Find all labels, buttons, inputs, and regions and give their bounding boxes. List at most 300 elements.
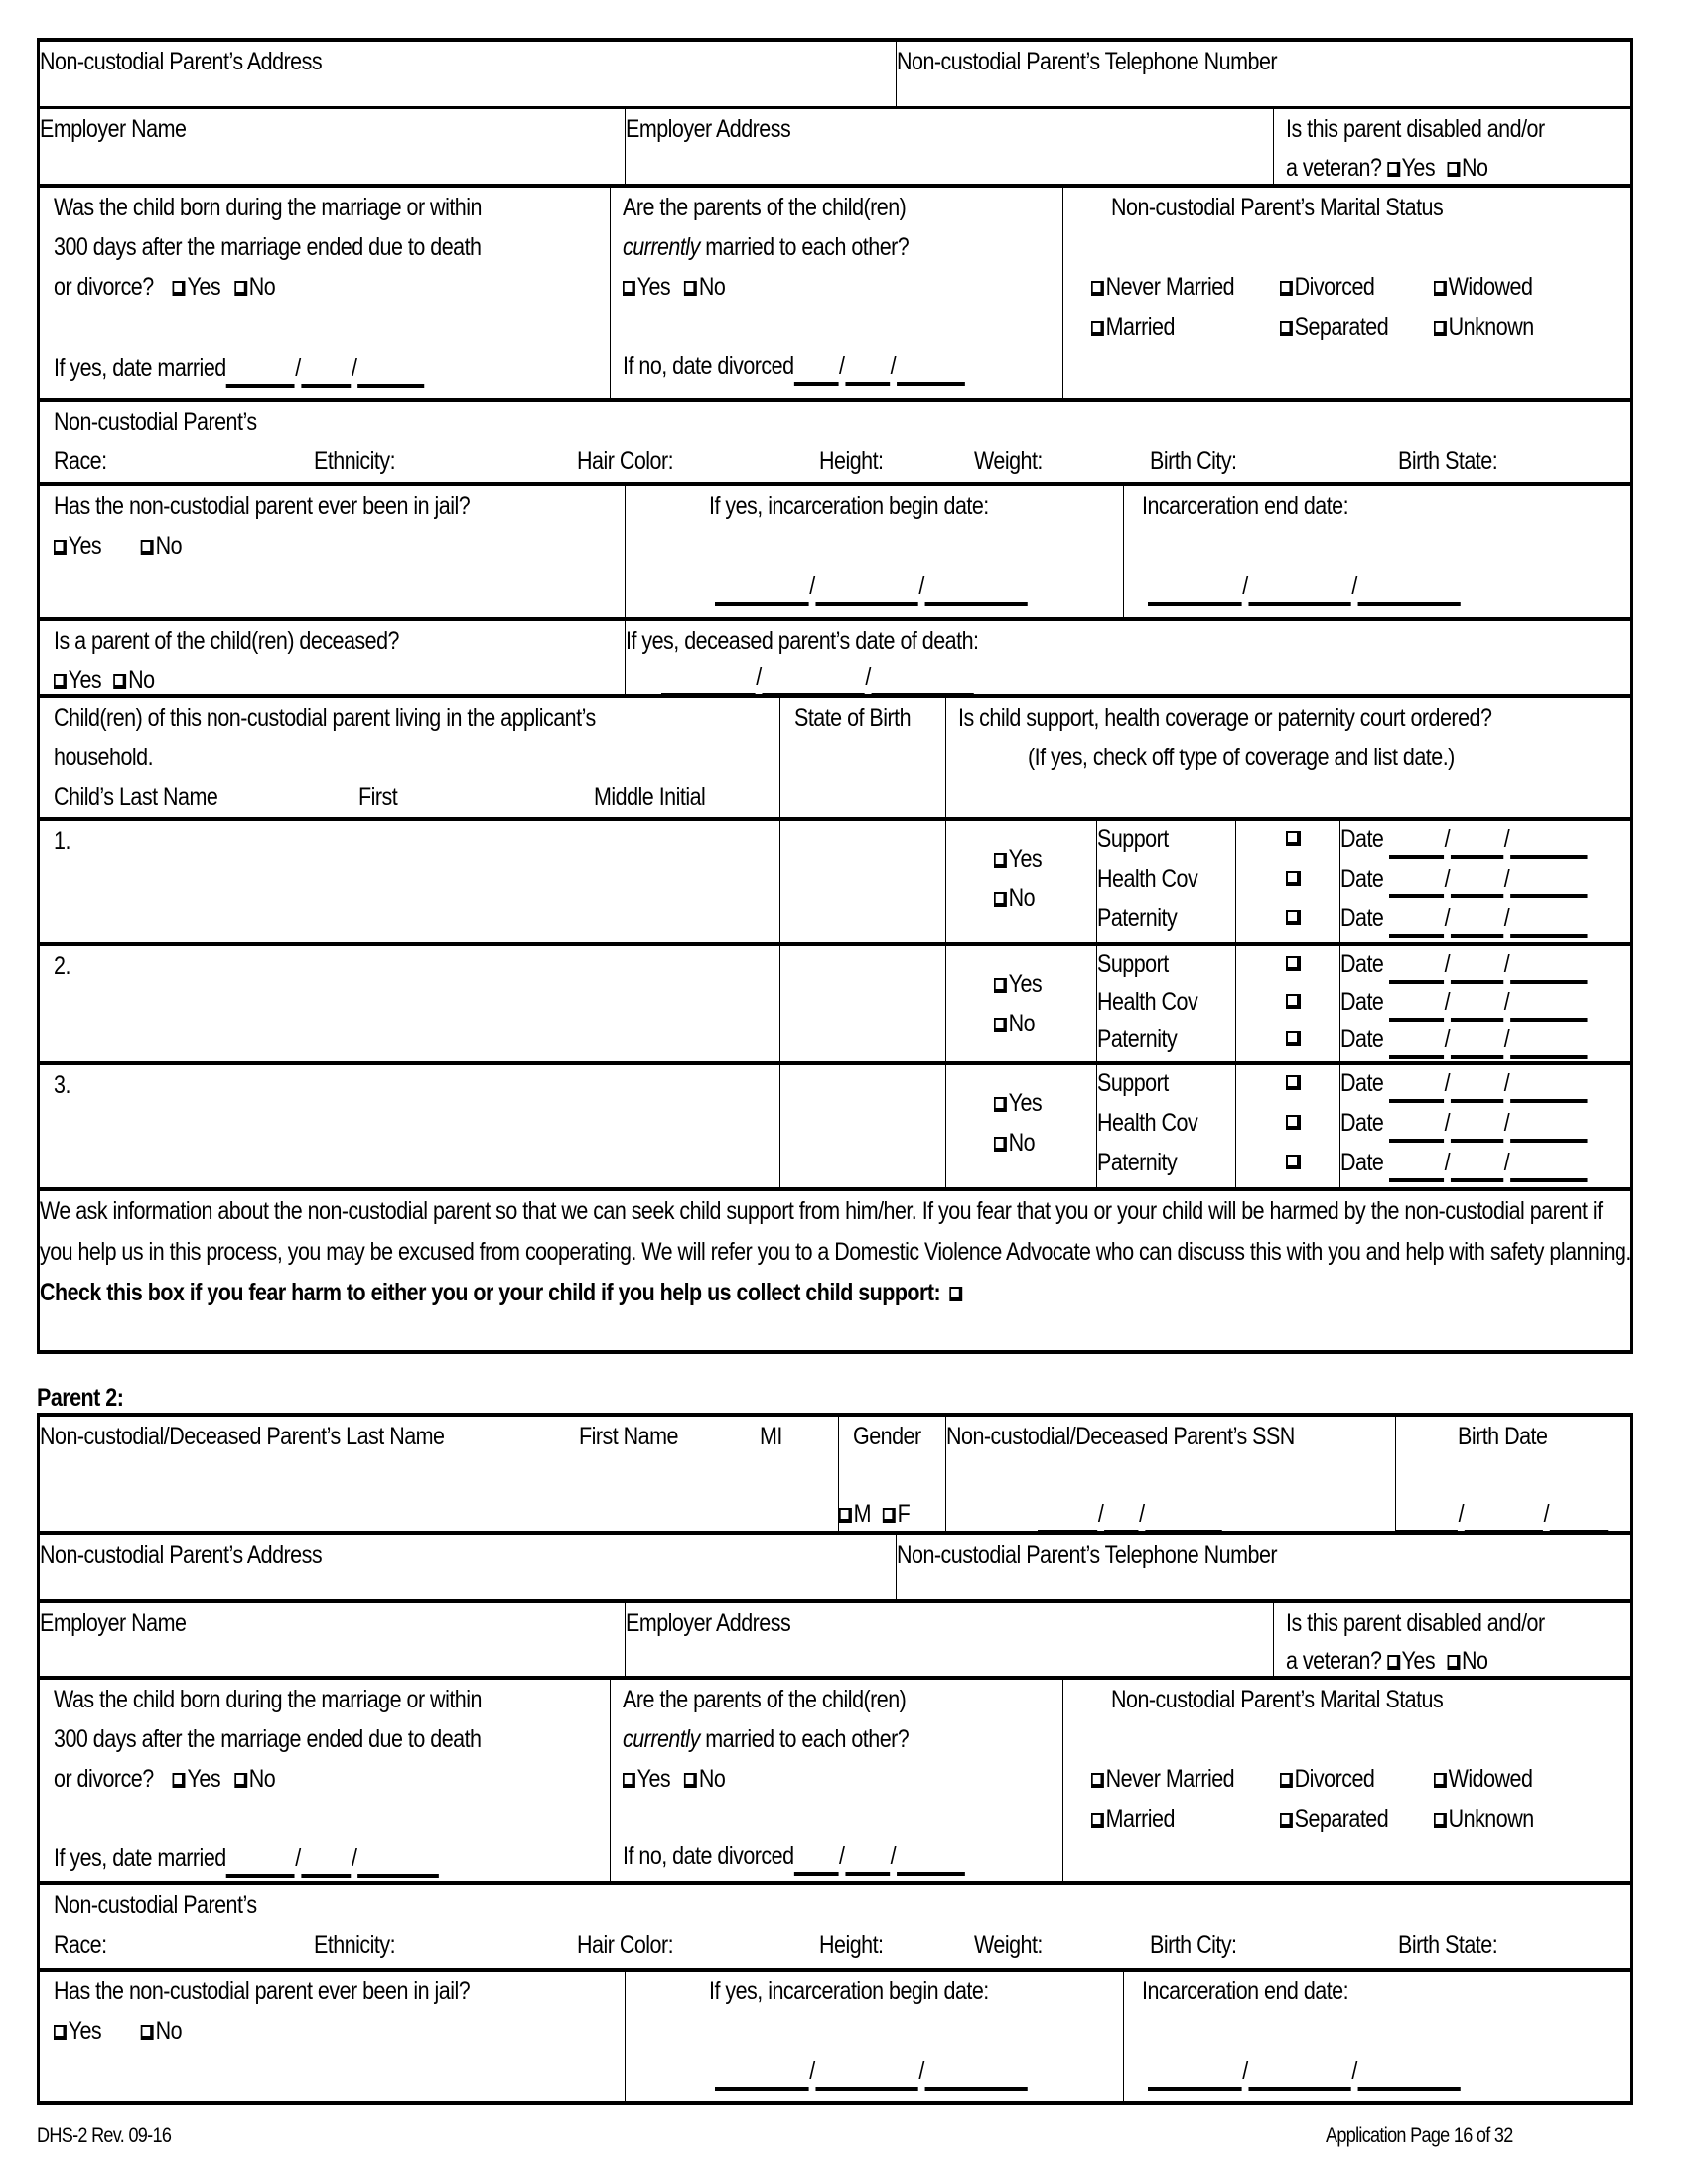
court-ordered-yes-checkbox[interactable] [994,853,1007,868]
p2-birth-city-field[interactable]: Birth City: [1150,1931,1237,1959]
married-checkbox[interactable] [1091,321,1104,336]
children-header-line2: household. [54,744,154,771]
coverage-type-label: Paternity [1097,1025,1178,1053]
employer-name-field[interactable] [37,106,626,186]
p2-disabled-question: Is this parent disabled and/or [1286,1609,1545,1637]
court-ordered-instruction: (If yes, check off type of coverage and list date.) [1028,744,1455,771]
marital-option-unknown [1434,307,1534,346]
court-yes [994,839,1042,879]
p2-begin-year-input[interactable] [925,2061,1028,2091]
option-label: Separated [1294,313,1389,341]
no-label: No [1008,1129,1036,1157]
court-ordered-question: Is child support, health coverage or paternity court ordered? [958,704,1492,732]
phone-field[interactable] [896,38,1633,108]
coverage-date-month-input[interactable] [1389,1029,1444,1059]
ssn-part3-input[interactable] [1145,1504,1221,1534]
address-label: Non-custodial Parent’s Address [40,48,323,75]
birth-day-input[interactable] [1465,1504,1543,1534]
coverage-type-label: Support [1097,825,1169,853]
coverage-date-month-input[interactable] [1389,1073,1444,1103]
currently-married-yes-checkbox[interactable] [623,281,635,296]
p2-marriage-q-line2: 300 days after the marriage ended due to death [54,1725,482,1753]
no-label: No [155,2017,183,2045]
deceased-yes-no [54,660,155,700]
p2-address-label: Non-custodial Parent’s Address [40,1541,323,1569]
no-label: No [698,1765,726,1793]
widowed-checkbox[interactable] [1434,281,1447,296]
jail-yes-checkbox[interactable] [54,540,67,555]
coverage-date-year-input[interactable] [1510,869,1587,898]
option-label: Divorced [1294,273,1375,301]
coverage-date-line: Date / / [1340,944,1587,984]
p2-incarceration-begin-date: / / [715,2051,1028,2091]
p2-hair-color-field[interactable]: Hair Color: [577,1931,674,1959]
marital-option-widowed [1434,267,1532,307]
p2-begin-month-input[interactable] [715,2061,809,2091]
coverage-checkbox-cell [1235,943,1340,1063]
yes-label: Yes [1401,1647,1436,1675]
p2-phone-field[interactable] [896,1532,1633,1601]
coverage-date-day-input[interactable] [1451,829,1503,859]
p2-gender-f-checkbox[interactable] [883,1508,896,1523]
coverage-date-line: Date / / [1340,819,1587,859]
disabled-answer-line [1286,148,1487,188]
coverage-date-month-input[interactable] [1389,992,1444,1022]
yes-label: Yes [68,532,102,560]
death-year-input[interactable] [872,667,974,697]
court-ordered-header [945,695,1633,819]
begin-year-input[interactable] [925,576,1028,606]
court-ordered-yes-no-cell [945,1062,1097,1189]
no-label: No [248,273,276,301]
court-no [994,879,1035,918]
p2-birth-state-field[interactable]: Birth State: [1398,1931,1498,1959]
p2-jail-question: Has the non-custodial parent ever been in jail? [54,1978,471,2005]
coverage-type-cell [1096,818,1236,944]
option-label: Widowed [1448,1765,1533,1793]
weight-field[interactable]: Weight: [974,447,1043,475]
court-ordered-yes-checkbox[interactable] [994,1097,1007,1112]
coverage-date-month-input[interactable] [1389,1153,1444,1182]
option-label: Married [1105,1805,1175,1833]
birth-month-input[interactable] [1396,1504,1458,1534]
p2-date-married-day-input[interactable] [301,1848,351,1878]
p2-employer-address-field[interactable] [625,1600,1274,1678]
p2-employer-name-field[interactable] [37,1600,626,1678]
court-no [994,1004,1035,1043]
incarceration-begin-date: / / [715,566,1028,606]
date-married-label: If yes, date married [54,354,226,382]
p2-married-q-line1: Are the parents of the child(ren) [623,1686,907,1713]
coverage-date-day-input[interactable] [1451,869,1503,898]
coverage-type-cell [1096,943,1236,1063]
p2-marital-status-title: Non-custodial Parent’s Marital Status [1111,1686,1444,1713]
children-header-line1: Child(ren) of this non-custodial parent living in the applicant’s [54,704,596,732]
date-of-death-cell [625,618,1633,696]
incarceration-end-cell [1123,483,1633,619]
coverage-date-line: Date / / [1340,898,1587,938]
coverage-date-day-input[interactable] [1451,1153,1503,1182]
coverage-date-line: Date / / [1340,1063,1587,1103]
date-label: Date [1340,865,1384,892]
employer-address-label: Employer Address [626,115,791,143]
p2-jail-no-checkbox[interactable] [141,2025,154,2040]
p2-employer-address-label: Employer Address [626,1609,791,1637]
child-row-number: 2. [54,952,70,980]
employer-address-field[interactable] [625,106,1274,186]
currently-married-no-checkbox[interactable] [684,281,697,296]
no-label: No [1462,154,1488,182]
p2-birth-date-label: Birth Date [1458,1423,1548,1450]
ethnicity-field[interactable]: Ethnicity: [314,447,396,475]
jail-question: Has the non-custodial parent ever been in jail? [54,492,471,520]
coverage-date-year-input[interactable] [1510,1073,1587,1103]
marriage-q-line1: Was the child born during the marriage or within [54,194,482,221]
p2-incarceration-begin-cell [625,1969,1124,2105]
child-state-of-birth-field[interactable] [779,818,946,944]
yes-label: Yes [68,666,102,694]
p2-jail-question-cell [37,1969,626,2105]
court-no [994,1123,1035,1162]
p2-weight-field[interactable]: Weight: [974,1931,1043,1959]
disabled-question: Is this parent disabled and/or [1286,115,1545,143]
p2-last-name-label: Non-custodial/Deceased Parent’s Last Name [40,1423,445,1450]
p2-ssn-input: / / [1038,1494,1222,1534]
yes-label: Yes [187,1765,221,1793]
p2-birth-date-cell [1395,1413,1633,1533]
p2-jail-yes-checkbox[interactable] [54,2025,67,2040]
unknown-checkbox[interactable] [1434,321,1447,336]
married-q-line1: Are the parents of the child(ren) [623,194,907,221]
date-married-year-input[interactable] [357,358,424,388]
p2-end-year-input[interactable] [1358,2061,1461,2091]
date-divorced-line: If no, date divorced / / [623,346,965,386]
p2-incarceration-end-date: / / [1148,2051,1461,2091]
born-during-marriage-cell [37,185,611,400]
deceased-question: Is a parent of the child(ren) deceased? [54,627,399,655]
p2-date-divorced-year-input[interactable] [897,1846,965,1876]
no-label: No [128,666,155,694]
disabled-yes-checkbox[interactable] [1387,162,1400,177]
child-state-of-birth-field[interactable] [779,1062,946,1189]
yes-label: Yes [68,2017,102,2045]
p2-marital-option-never-married [1091,1759,1234,1799]
yes-label: Yes [1008,845,1043,873]
p2-incarceration-begin-label: If yes, incarceration begin date: [709,1978,989,2005]
p2-race-field[interactable]: Race: [54,1931,107,1959]
coverage-date-day-input[interactable] [1451,1029,1503,1059]
coverage-date-year-input[interactable] [1510,829,1587,859]
coverage-date-month-input[interactable] [1389,908,1444,938]
p2-marital-option-separated [1280,1799,1388,1839]
incarceration-end-label: Incarceration end date: [1142,492,1349,520]
p2-disabled-no-checkbox[interactable] [1447,1655,1460,1670]
p2-married-q-line2 [623,1719,909,1759]
child-state-of-birth-field[interactable] [779,943,946,1063]
never-married-checkbox[interactable] [1091,281,1104,296]
deceased-yes-checkbox[interactable] [54,674,67,689]
no-label: No [248,1765,276,1793]
coverage-date-year-input[interactable] [1510,954,1587,984]
coverage-type-label: Support [1097,950,1169,978]
coverage-date-year-input[interactable] [1510,1029,1587,1059]
coverage-date-day-input[interactable] [1451,1113,1503,1143]
p2-birth-date-input: / / [1396,1494,1608,1534]
p2-gender-label: Gender [853,1423,921,1450]
p2-disabled-yes-checkbox[interactable] [1387,1655,1400,1670]
p2-currently-married-cell [610,1677,1063,1883]
p2-marital-option-widowed [1434,1759,1532,1799]
fear-of-harm-notice [37,1188,1633,1354]
ssn-part1-input[interactable] [1038,1504,1097,1534]
ssn-part2-input[interactable] [1104,1504,1138,1534]
coverage-date-day-input[interactable] [1451,954,1503,984]
p2-gender-options [839,1494,910,1534]
col-child-last-name: Child’s Last Name [54,783,218,811]
coverage-date-cell [1339,818,1633,944]
p2-unknown-checkbox[interactable] [1434,1813,1447,1828]
deceased-no-checkbox[interactable] [113,674,126,689]
court-yes [994,1083,1042,1123]
coverage-date-line: Date / / [1340,1103,1587,1143]
court-ordered-no-checkbox[interactable] [994,1137,1007,1152]
date-label: Date [1340,904,1384,932]
death-day-input[interactable] [762,667,864,697]
coverage-type-label: Health Cov [1097,865,1198,892]
date-label: Date [1340,1025,1384,1053]
jail-no-checkbox[interactable] [141,540,154,555]
p2-born-marriage-yes-checkbox[interactable] [173,1773,186,1788]
date-married-month-input[interactable] [226,358,295,388]
option-label: Separated [1294,1805,1389,1833]
col-child-first: First [358,783,398,811]
coverage-paternity-checkbox[interactable] [1286,1155,1301,1169]
date-divorced-label: If no, date divorced [623,352,794,380]
end-day-input[interactable] [1248,576,1350,606]
p2-disabled-answer-line [1286,1641,1487,1681]
child-name-field[interactable] [37,1062,780,1189]
coverage-date-year-input[interactable] [1510,1153,1587,1182]
yes-label: Yes [636,273,671,301]
marriage-q-text: or divorce? [54,273,154,301]
race-field[interactable]: Race: [54,447,107,475]
date-label: Date [1340,1149,1384,1176]
coverage-health-cov-checkbox[interactable] [1286,994,1301,1009]
option-label: Unknown [1448,313,1534,341]
p2-marriage-q-line1: Was the child born during the marriage or within [54,1686,482,1713]
notice-paragraph [40,1191,1637,1313]
employer-name-label: Employer Name [40,115,187,143]
p2-date-married-month-input[interactable] [226,1848,295,1878]
p2-ethnicity-field[interactable]: Ethnicity: [314,1931,396,1959]
coverage-date-line: Date / / [1340,982,1587,1022]
date-label: Date [1340,1069,1384,1097]
coverage-support-checkbox[interactable] [1286,956,1301,971]
date-label: Date [1340,988,1384,1016]
no-label: No [698,273,726,301]
marital-status-title: Non-custodial Parent’s Marital Status [1111,194,1444,221]
page-number: Application Page 16 of 32 [1326,2124,1513,2147]
coverage-date-day-input[interactable] [1451,908,1503,938]
married-yes-no [623,267,725,307]
begin-day-input[interactable] [815,576,917,606]
p2-mi-label: MI [760,1423,782,1450]
p2-name-field[interactable] [37,1413,839,1533]
p2-widowed-checkbox[interactable] [1434,1773,1447,1788]
incarceration-begin-label: If yes, incarceration begin date: [709,492,989,520]
p2-height-field[interactable]: Height: [819,1931,884,1959]
date-of-death-label: If yes, deceased parent’s date of death: [626,627,979,655]
coverage-type-label: Paternity [1097,1149,1178,1176]
birth-year-input[interactable] [1550,1504,1608,1534]
coverage-date-month-input[interactable] [1389,954,1444,984]
coverage-health-cov-checkbox[interactable] [1286,871,1301,886]
m-label: M [853,1500,872,1528]
date-married-day-input[interactable] [301,358,351,388]
death-month-input[interactable] [661,667,756,697]
court-ordered-no-checkbox[interactable] [994,1018,1007,1032]
p2-divorced-checkbox[interactable] [1280,1773,1293,1788]
coverage-date-day-input[interactable] [1451,992,1503,1022]
court-yes [994,964,1042,1004]
born-marriage-yes-checkbox[interactable] [173,281,186,296]
coverage-type-label: Health Cov [1097,988,1198,1016]
coverage-date-year-input[interactable] [1510,992,1587,1022]
court-ordered-yes-checkbox[interactable] [994,978,1007,993]
court-ordered-no-checkbox[interactable] [994,892,1007,907]
notice-text: We ask information about the non-custodial parent so that we can seek child support from him/her. If you fear that you or your child will be harmed by the non-custodial parent if you help us in this process, you may be excused from cooperating. We will refer you to a Domestic Violence Advocate who can discuss this with you and help with safety planning. [40,1197,1631,1266]
coverage-type-label: Paternity [1097,904,1178,932]
p2-descriptors-cell [37,1882,1633,1970]
p2-date-divorced-day-input[interactable] [845,1846,890,1876]
coverage-checkbox-cell [1235,818,1340,944]
marital-option-divorced [1280,267,1374,307]
p2-currently-married-no-checkbox[interactable] [684,1773,697,1788]
coverage-paternity-checkbox[interactable] [1286,1031,1301,1046]
no-label: No [155,532,183,560]
p2-separated-checkbox[interactable] [1280,1813,1293,1828]
coverage-date-day-input[interactable] [1451,1073,1503,1103]
p2-address-field[interactable] [37,1532,897,1601]
p2-date-divorced-line: If no, date divorced / / [623,1837,965,1876]
marital-option-never-married [1091,267,1234,307]
coverage-date-year-input[interactable] [1510,908,1587,938]
birth-city-field[interactable]: Birth City: [1150,447,1237,475]
p2-end-month-input[interactable] [1148,2061,1242,2091]
birth-state-field[interactable]: Birth State: [1398,447,1498,475]
state-of-birth-label: State of Birth [794,704,912,732]
disabled-no-checkbox[interactable] [1447,162,1460,177]
date-divorced-label: If no, date divorced [623,1843,794,1870]
p2-born-marriage-no-checkbox[interactable] [234,1773,247,1788]
p2-date-divorced-month-input[interactable] [794,1846,839,1876]
phone-label: Non-custodial Parent’s Telephone Number [897,48,1278,75]
p2-marital-option-married [1091,1799,1175,1839]
p2-date-married-line: If yes, date married / / [54,1839,439,1878]
separated-checkbox[interactable] [1280,321,1293,336]
date-divorced-month-input[interactable] [794,356,839,386]
coverage-date-year-input[interactable] [1510,1113,1587,1143]
option-label: Unknown [1448,1805,1534,1833]
marriage-q-text: or divorce? [54,1765,154,1793]
date-of-death-input: / / [661,657,974,697]
end-year-input[interactable] [1358,576,1461,606]
p2-gender-m-checkbox[interactable] [839,1508,852,1523]
p2-marital-option-divorced [1280,1759,1374,1799]
yes-label: Yes [1008,970,1043,998]
end-month-input[interactable] [1148,576,1242,606]
marital-option-separated [1280,307,1388,346]
option-label: Widowed [1448,273,1533,301]
p2-end-day-input[interactable] [1248,2061,1350,2091]
married-q-line2 [623,227,909,267]
coverage-paternity-checkbox[interactable] [1286,910,1301,925]
coverage-date-month-input[interactable] [1389,1113,1444,1143]
divorced-checkbox[interactable] [1280,281,1293,296]
date-label: Date [1340,825,1384,853]
disabled-veteran-cell [1273,106,1633,186]
p2-date-married-year-input[interactable] [357,1848,439,1878]
p2-phone-label: Non-custodial Parent’s Telephone Number [897,1541,1278,1569]
height-field[interactable]: Height: [819,447,884,475]
marriage-q-line2: 300 days after the marriage ended due to death [54,233,482,261]
date-married-label: If yes, date married [54,1844,226,1872]
fear-of-harm-checkbox[interactable] [949,1287,962,1301]
no-label: No [1462,1647,1488,1675]
option-label: Never Married [1105,273,1235,301]
coverage-support-checkbox[interactable] [1286,831,1301,846]
coverage-health-cov-checkbox[interactable] [1286,1115,1301,1130]
descriptors-title: Non-custodial Parent’s [54,408,257,436]
marriage-q-line3 [54,267,275,307]
coverage-support-checkbox[interactable] [1286,1075,1301,1090]
date-divorced-day-input[interactable] [845,356,890,386]
currently-italic: currently [623,233,700,261]
p2-married-yes-no [623,1759,725,1799]
p2-ssn-label: Non-custodial/Deceased Parent’s SSN [946,1423,1295,1450]
coverage-date-cell [1339,943,1633,1063]
f-label: F [897,1500,911,1528]
parent2-heading: Parent 2: [37,1384,124,1412]
currently-italic: currently [623,1725,700,1753]
coverage-date-month-input[interactable] [1389,869,1444,898]
state-of-birth-header [779,695,946,819]
coverage-date-line: Date / / [1340,1020,1587,1059]
born-marriage-no-checkbox[interactable] [234,281,247,296]
no-label: No [1008,885,1036,912]
court-ordered-yes-no-cell [945,943,1097,1063]
yes-label: Yes [1008,1089,1043,1117]
child-name-field[interactable] [37,943,780,1063]
child-name-field[interactable] [37,818,780,944]
p2-married-checkbox[interactable] [1091,1813,1104,1828]
court-ordered-yes-no-cell [945,818,1097,944]
date-divorced-year-input[interactable] [897,356,965,386]
coverage-date-month-input[interactable] [1389,829,1444,859]
marital-option-married [1091,307,1175,346]
yes-label: Yes [1401,154,1436,182]
hair-color-field[interactable]: Hair Color: [577,447,674,475]
coverage-date-line: Date / / [1340,1143,1587,1182]
p2-begin-day-input[interactable] [815,2061,917,2091]
incarceration-end-date: / / [1148,566,1461,606]
p2-currently-married-yes-checkbox[interactable] [623,1773,635,1788]
option-label: Married [1105,313,1175,341]
begin-month-input[interactable] [715,576,809,606]
yes-label: Yes [187,273,221,301]
p2-never-married-checkbox[interactable] [1091,1773,1104,1788]
address-field[interactable] [37,38,897,108]
